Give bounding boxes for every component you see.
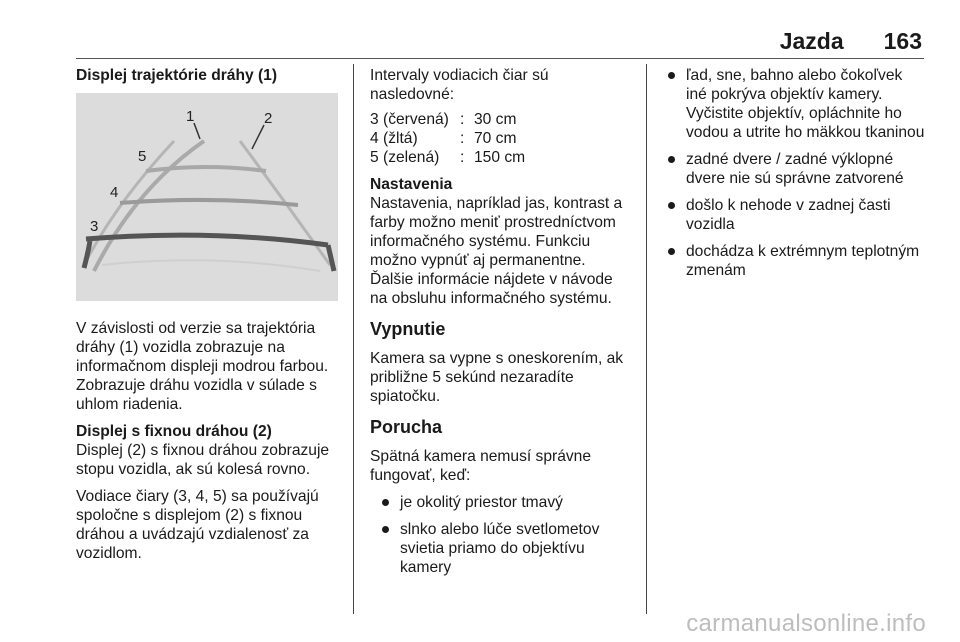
- column-divider-2: [646, 64, 647, 614]
- trajectory-line-1: [94, 141, 204, 271]
- fault-list: [370, 493, 632, 577]
- list-item: ľad, sne, bahno alebo čokoľvek iné pokrýva objektív kamery. Vyčistite objektív, opláchnite ho vodou a utrite ho mäkkou tkaninou: [664, 66, 926, 142]
- table-row: 3 (červená) : 30 cm: [370, 111, 517, 128]
- label-3: 3: [90, 218, 99, 235]
- bumper-line: [102, 260, 320, 271]
- side-line-right: [328, 245, 334, 271]
- heading-fault: Porucha: [370, 417, 443, 437]
- column-divider-1: [353, 64, 354, 614]
- section-title: Jazda: [779, 28, 844, 54]
- list-item: zadné dvere / zadné výklopné dvere nie sú správne zatvorené: [664, 150, 926, 188]
- para-fixed: Displej (2) s fixnou dráhou zobrazuje stopu vozidla, ak sú kolesá rovno.: [76, 442, 330, 478]
- column-2: [370, 66, 632, 585]
- intervals-intro: Intervaly vodiacich čiar sú nasledovné:: [370, 67, 549, 103]
- camera-illustration: [76, 93, 338, 301]
- watermark: carmanualsonline.info: [686, 610, 926, 637]
- heading-trajectory-display: Displej trajektórie dráhy (1): [76, 67, 278, 84]
- fault-list-continued: [664, 66, 926, 280]
- side-line-left: [84, 241, 90, 268]
- para-trajectory: V závislosti od verzie sa trajektória dráhy (1) vozidla zobrazuje na informačnom displeji modrou farbou. Zobrazuje dráhu vozidla v súlade s uhlom riadenia.: [76, 320, 329, 413]
- page-number: 163: [883, 28, 922, 54]
- label-1: 1: [186, 108, 195, 125]
- label-5: 5: [138, 148, 147, 165]
- para-settings: Nastavenia, napríklad jas, kontrast a farby možno meniť prostredníctvom informačného systému. Funkciu možno vypnúť aj permanentne. Ďalšie informácie nájdete v návode na obsluhu informačného systému.: [370, 195, 623, 307]
- heading-fixed-display: Displej s fixnou dráhou (2): [76, 423, 272, 440]
- para-guidelines: Vodiace čiary (3, 4, 5) sa používajú spoločne s displejom (2) s fixnou dráhou a uvádzajú vzdialenosť za vozidlom.: [76, 488, 319, 562]
- table-row: 5 (zelená) : 150 cm: [370, 149, 526, 166]
- label-4: 4: [110, 184, 119, 201]
- guideline-3: [86, 235, 328, 245]
- header-rule: [76, 58, 924, 59]
- leader-1: [194, 123, 200, 139]
- list-item: slnko alebo lúče svetlometov svietia priamo do objektívu kamery: [378, 520, 632, 577]
- column-1: [76, 66, 342, 571]
- para-fault: Spätná kamera nemusí správne fungovať, keď:: [370, 448, 592, 484]
- heading-settings: Nastavenia: [370, 176, 453, 193]
- table-row: 4 (žltá) : 70 cm: [370, 130, 517, 147]
- guideline-5: [146, 167, 266, 171]
- intervals-table: [370, 110, 525, 167]
- para-off: Kamera sa vypne s oneskorením, ak približne 5 sekúnd nezaradíte spiatočku.: [370, 350, 624, 405]
- guideline-diagram: [76, 93, 338, 301]
- heading-off: Vypnutie: [370, 319, 446, 339]
- page-header: [780, 28, 922, 55]
- label-2: 2: [264, 110, 273, 127]
- leader-2: [252, 125, 264, 149]
- list-item: dochádza k extrémnym teplotným zmenám: [664, 242, 926, 280]
- list-item: došlo k nehode v zadnej časti vozidla: [664, 196, 926, 234]
- guideline-4: [120, 200, 298, 205]
- list-item: je okolitý priestor tmavý: [378, 493, 632, 512]
- column-3: [664, 66, 926, 288]
